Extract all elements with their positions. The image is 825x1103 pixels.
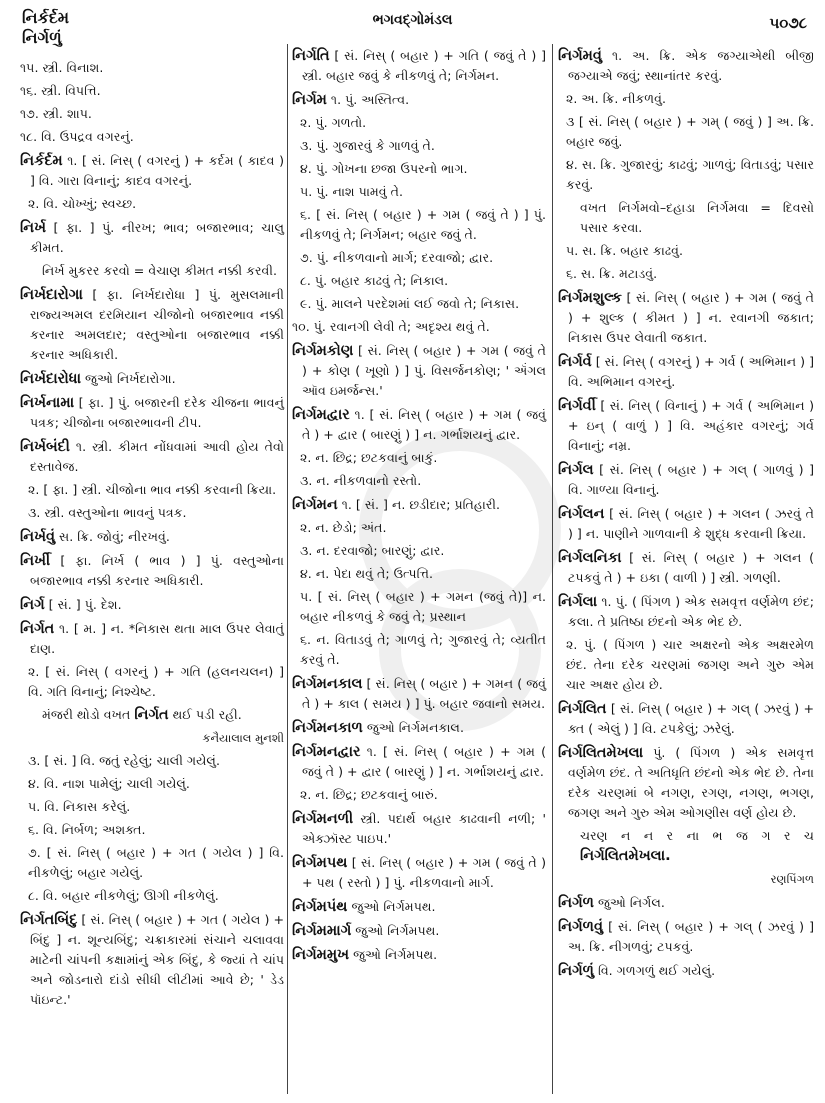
definition-text: ૧. પું. અસ્તિત્વ. (326, 92, 410, 107)
headword: નિર્ગમશુલ્ક (558, 290, 622, 306)
definition-text: જુઓ નિર્ગમપથ. (347, 899, 436, 914)
definition-text: [ સં. નિસ્ ( વિનાનું ) + ગર્વ ( અભિમાન ) + ઇન્ ( વાળું ) ] વિ. અહંકાર વગરનું; ગર્વ વિનાનું; નમ્ર. (568, 398, 814, 453)
highlighted-word: નિર્ગત (134, 707, 169, 723)
headword: નિર્ગમમુખ (292, 947, 350, 963)
sense (558, 155, 814, 195)
definition-text: [ ફા. નિર્ખદારોધા ] પું. મુસલમાની રાજ્યઅમલ દરમિયાન ચીજોનો બજારભાવ નક્કી કરનાર અમલદાર; વસ્તુઓના બજારભાવ નક્કી કરનાર અધિકારી. (30, 287, 284, 362)
headword: નિર્ગલ (558, 462, 594, 478)
definition-text: જુઓ નિર્ખદારોગા. (81, 371, 176, 386)
sense (20, 503, 284, 523)
usage-example (558, 826, 814, 866)
dictionary-entry (20, 527, 284, 547)
sense (292, 448, 546, 468)
definition-text: રણપિંગળ (770, 872, 814, 886)
dictionary-entry (558, 893, 814, 913)
definition-text: ૧. [ સં. નિસ્ ( બહાર ) + ગમ ( જવું તે ) + દ્વાર ( બારણું ) ] ન. ગર્ભાશયનું દ્વાર. (302, 407, 546, 442)
dictionary-entry (20, 393, 284, 433)
headword: નિર્ગમદ્વાર (292, 407, 350, 423)
usage-example (20, 261, 284, 281)
sense (20, 480, 284, 500)
sense (20, 58, 284, 78)
sense (292, 630, 546, 670)
dictionary-entry (558, 288, 814, 348)
definition-text: ૨. વિ. ચોખ્ખું; સ્વચ્છ. (28, 196, 137, 211)
definition-text: ૧. [ સં. નિસ્ ( વગરનું ) + કર્દમ ( કાદવ ) ] વિ. ગારા વિનાનું; કાદવ વગરનું. (30, 153, 284, 188)
definition-text: ૩ [ સં. નિસ્ ( બહાર ) + ગમ્ ( જવું ) ] અ. ક્રિ. બહાર જવું. (566, 114, 814, 149)
definition-text: ૩. ન. દરવાજો; બારણું; દ્વાર. (300, 543, 445, 558)
sense (20, 662, 284, 702)
definition-text: ૫. [ સં. નિસ્ ( બહાર ) + ગમન (જવું તે)] ન. બહાર નીકળવું કે જવું તે; પ્રસ્થાન (300, 589, 546, 624)
dictionary-entry (20, 285, 284, 365)
definition-text: [ સં. ] પું. દેશ. (44, 597, 122, 612)
sense (558, 89, 814, 109)
definition-text: પું. ( પિંગળ ) એક સમવૃત્ત વર્ણમેળ છંદ. તે અતિધૃતિ છંદનો એક ભેદ છે. તેના દરેક ચરણમાં બે નગણ, રગણ, નગણ, ભગણ, જગણ અને ગુરુ એમ ઓગણીસ વર્ણ હોય છે. (568, 745, 814, 820)
definition-text: ૧. [ મ. ] ન. *નિકાસ થતા માલ ઉપર લેવાતું દાણ. (30, 621, 284, 656)
headword: નિર્ગલા (558, 594, 598, 610)
definition-text: ૨. ન. છિદ્ર; છટકવાનું બાકું. (300, 450, 438, 465)
dictionary-entry (292, 945, 546, 965)
sense (558, 112, 814, 152)
sense (20, 194, 284, 214)
guide-word-last: નિર્ગળું (22, 28, 62, 47)
column-3 (558, 42, 814, 984)
definition-text: કનૈયાલાલ મુનશી (202, 731, 284, 745)
definition-text: મંજરી થોડો વખત (42, 707, 135, 722)
headword: નિર્ગમવું (558, 48, 602, 64)
headword: નિર્ગમનકાલ (292, 676, 363, 692)
sense (292, 159, 546, 179)
definition-text: સ. ક્રિ. જોવું; નીરખવું. (55, 529, 170, 544)
headword: નિર્ગ (20, 597, 45, 613)
citation (20, 728, 284, 748)
definition-text: વિ. ગળગળું થઈ ગયેલું. (593, 963, 716, 978)
definition-text: [ સં. નિસ્ ( બહાર ) + ગલન ( ઝરવું તે ) ] ન. પાણીને ગાળવાની કે શુદ્ધ કરવાની ક્રિયા. (568, 506, 814, 541)
dictionary-entry (558, 460, 814, 500)
definition-text: ૪. સ. ક્રિ. ગુજારવું; કાઢવું; ગાળવું; વિતાડવું; પસાર કરવું. (566, 157, 814, 192)
usage-example (558, 198, 814, 238)
definition-text: ૬. વિ. નિર્બળ; અશક્ત. (28, 822, 146, 837)
dictionary-entry (292, 341, 546, 401)
dictionary-entry (20, 369, 284, 389)
definition-text: ૧૦. પું. રવાનગી લેવી તે; અદૃશ્ય થવું તે. (292, 319, 490, 334)
headword: નિર્ગમનળી (292, 811, 354, 827)
definition-text: ૧૭. સ્ત્રી. શાપ. (20, 106, 92, 121)
definition-text: થઈ પડી રહી. (168, 707, 242, 722)
highlighted-word: નિર્ગલિતમેખલા. (580, 848, 671, 864)
sense (20, 751, 284, 771)
headword: નિર્ગમનકાળ (292, 720, 363, 736)
sense (292, 471, 546, 491)
dictionary-entry (20, 595, 284, 615)
dictionary-entry (558, 46, 814, 86)
headword: નિર્કર્દમ (20, 153, 63, 169)
definition-text: ૮. પું. બહાર કાઢવું તે; નિકાલ. (300, 273, 449, 288)
definition-text: વખત નિર્ગમવો–દહાડા નિર્ગમવા = દિવસો પસાર કરવા. (580, 200, 814, 235)
dictionary-entry (558, 592, 814, 632)
column-divider (287, 44, 288, 1094)
dictionary-entry (292, 742, 546, 782)
definition-text: સ્ત્રી. પદાર્થ બહાર કાઢવાની નળી; ' એક્ઝૉસ્ટ પાઇપ.' (302, 811, 546, 846)
definition-text: ૩. ન. નીકળવાનો રસ્તો. (300, 473, 422, 488)
sense (292, 317, 546, 337)
dictionary-entry (292, 495, 546, 515)
sense (20, 797, 284, 817)
definition-text: [ સં. નિસ્ ( બહાર ) + ગતિ ( જવું તે ) ] સ્ત્રી. બહાર જવું કે નીકળવું તે; નિર્ગમન. (302, 48, 546, 83)
dictionary-entry (558, 743, 814, 823)
dictionary-entry (558, 699, 814, 739)
definition-text: ૧. પું. ( પિંગળ ) એક સમવૃત્ત વર્ણમેળ છંદ; કલા. તે પ્રતિષ્ઠા છંદનો એક ભેદ છે. (568, 594, 814, 629)
usage-example (20, 705, 284, 725)
headword: નિર્ગમપંથ (292, 899, 348, 915)
definition-text: [ સં. નિસ્ ( બહાર ) + ગમ ( જવું તે ) + પથ ( રસ્તો ) ] પું. નીકળવાનો માર્ગ. (302, 855, 546, 890)
headword: નિર્ગર્વ (558, 354, 592, 370)
dictionary-entry (20, 437, 284, 477)
definition-text: ૧. [ સં. નિસ્ ( બહાર ) + ગમ ( જવું તે ) + દ્વાર ( બારણું ) ] ન. ગર્ભાશયનું દ્વાર. (302, 744, 546, 779)
headword: નિર્ગળું (558, 963, 594, 979)
dictionary-entry (292, 718, 546, 738)
sense (292, 271, 546, 291)
definition-text: ૨. [ ફા. ] સ્ત્રી. ચીજોના ભાવ નક્કી કરવાની ક્રિયા. (28, 482, 277, 497)
definition-text: ૧. સ્ત્રી. કીમત નોંધવામાં આવી હોય તેવો દસ્તાવેજ. (30, 439, 284, 474)
sense (558, 264, 814, 284)
dictionary-entry (20, 151, 284, 191)
definition-text: [ સં. નિસ્ ( બહાર ) + ગમ ( જવું તે ) + કોણ ( ખૂણો ) ] પું. વિસર્જનકોણ; ' ઍંગલ ઑવ ઇમર્જન્સ.' (302, 343, 546, 398)
headword: નિર્ગમનદ્વાર (292, 744, 361, 760)
definition-text: ૬. ન. વિતાડવું તે; ગાળવું તે; ગુજારવું તે; વ્યતીત કરવું તે. (300, 632, 546, 667)
headword: નિર્ખદારોગા (20, 287, 83, 303)
column-1 (20, 58, 284, 1013)
definition-text: ૪. ન. પેદા થવું તે; ઉત્પત્તિ. (300, 566, 434, 581)
sense (558, 635, 814, 695)
definition-text: ૬. [ સં. નિસ્ ( બહાર ) + ગમ ( જવું તે ) ] પું. નીકળવું તે; નિર્ગમન; બહાર જવું તે. (300, 207, 546, 242)
headword: નિર્ખવું (20, 529, 56, 545)
sense (292, 113, 546, 133)
dictionary-entry (20, 551, 284, 591)
headword: નિર્ગર્વી (558, 398, 596, 414)
definition-text: ૨. ન. છિદ્ર; છટકવાનું બારું. (300, 787, 438, 802)
definition-text: [ સં. નિસ્ ( બહાર ) + ગમ ( જવું તે ) + શુલ્ક ( કીમત ) ] ન. રવાનગી જકાત; નિકાસ ઉપર લેવાતી જકાત. (568, 290, 814, 345)
definition-text: [ સં. નિસ્ ( બહાર ) + ગલ્ ( ઝરવું ) + ક્ત ( એલું ) ] વિ. ટપકેલું; ઝરેલું. (568, 701, 814, 736)
definition-text: ૧૮. વિ. ઉપદ્રવ વગરનું. (20, 129, 134, 144)
dictionary-entry (292, 921, 546, 941)
headword: નિર્ખનામા (20, 395, 75, 411)
definition-text: ૩. પું. ગુજારવું કે ગાળવું તે. (300, 138, 435, 153)
dictionary-entry (558, 352, 814, 392)
definition-text: ૪. વિ. નાશ પામેલું; ચાલી ગયેલું. (28, 776, 190, 791)
definition-text: ૧. [ સં. ] ન. છડીદાર; પ્રતિહારી. (337, 497, 500, 512)
sense (292, 564, 546, 584)
dictionary-entry (558, 504, 814, 544)
headword: નિર્ખબંદી (20, 439, 70, 455)
definition-text: ૯. પું. માલને પરદેશમાં લઈ જવો તે; નિકાસ. (300, 296, 520, 311)
dictionary-entry (558, 396, 814, 456)
definition-text: [ સં. નિસ્ ( બહાર ) + ગલ્ ( ગાળવું ) ] વિ. ગાળ્યા વિનાનું. (568, 462, 814, 497)
definition-text: ૧૬. સ્ત્રી. વિપત્તિ. (20, 83, 101, 98)
dictionary-entry (558, 917, 814, 957)
dictionary-entry (558, 548, 814, 588)
definition-text: ૭. પું. નીકળવાનો માર્ગ; દરવાજો; દ્વાર. (300, 250, 494, 265)
dictionary-entry (292, 46, 546, 86)
headword: નિર્ગળવું (558, 919, 604, 935)
sense (292, 587, 546, 627)
definition-text: ૬. સ. ક્રિ. મટાડવું. (566, 266, 658, 281)
definition-text: ૨. પું. ( પિંગળ ) ચાર અક્ષરનો એક અક્ષરમેળ છંદ. તેના દરેક ચરણમાં જગણ અને ગુરુ એમ ચાર અક્ષર હોય છે. (566, 637, 814, 692)
definition-text: ૨. [ સં. નિસ્ ( વગરનું ) + ગતિ (હલનચલન) ] વિ. ગતિ વિનાનું; નિશ્ચેષ્ટ. (28, 664, 284, 699)
definition-text: [ ફા. ] પું. બજારની દરેક ચીજના ભાવનું પત્રક; ચીજોના બજારભાવની ટીપ. (30, 395, 284, 430)
sense (292, 785, 546, 805)
headword: નિર્ખી (20, 553, 51, 569)
definition-text: [ ફા. ] પું. નીરખ; ભાવ; બજારભાવ; ચાલુ કીમત. (30, 220, 284, 255)
sense (20, 104, 284, 124)
definition-text: જુઓ નિર્ગલ. (593, 895, 665, 910)
definition-text: ૨. અ. ક્રિ. નીકળવું. (566, 91, 666, 106)
column-2 (292, 42, 546, 968)
dictionary-entry (292, 897, 546, 917)
running-title: ભગવદ્ગોમંડલ (372, 12, 453, 28)
headword: નિર્ગમ (292, 92, 327, 108)
dictionary-entry (20, 619, 284, 659)
definition-text: ૫. સ. ક્રિ. બહાર કાઢવું. (566, 243, 683, 258)
dictionary-entry (292, 853, 546, 893)
headword: નિર્ખ (20, 220, 46, 236)
definition-text: [ સં. નિસ્ ( વગરનું ) + ગર્વ ( અભિમાન ) ] વિ. અભિમાન વગરનું. (568, 354, 814, 389)
headword: નિર્ગમપથ (292, 855, 348, 871)
headword: નિર્ગતિ (292, 48, 330, 64)
definition-text: [ સં. નિસ્ ( બહાર ) + ગત ( ગયેલ ) + બિંદુ ] ન. શૂન્યબિંદુ; ચક્રાકારમાં સંચાને ચલાવવા માટેની ચાંપની કક્ષામાંનું એક બિંદુ, કે જ્યાં તે ચાંપ અને જોડનારો દાંડો સીધી લીટીમાં આવે છે; ' ડેડ પૉઇન્ટ.' (30, 912, 284, 1007)
dictionary-entry (292, 90, 546, 110)
definition-text: જુઓ નિર્ગમનકાલ. (362, 720, 464, 735)
definition-text: ૪. પું. ગોખના છજા ઉપરનો ભાગ. (300, 161, 468, 176)
headword: નિર્ગમમાર્ગ (292, 923, 352, 939)
definition-text: ૫. વિ. નિકાસ કરેલું. (28, 799, 131, 814)
sense (292, 518, 546, 538)
definition-text: ૧૫. સ્ત્રી. વિનાશ. (20, 60, 104, 75)
page-number: ૫૦૭૮ (769, 14, 807, 32)
dictionary-entry (292, 809, 546, 849)
definition-text: નિર્ખ મુકરર કરવો = વેચાણ કીમત નક્કી કરવી. (42, 263, 278, 278)
sense (292, 205, 546, 245)
sense (20, 886, 284, 906)
sense (292, 136, 546, 156)
sense (292, 182, 546, 202)
definition-text: જુઓ નિર્ગમપથ. (351, 923, 440, 938)
definition-text: ૭. [ સં. નિસ્ ( બહાર ) + ગત ( ગયેલ ) ] વિ. નીકળેલું; બહાર ગયેલું. (28, 845, 284, 880)
citation (558, 869, 814, 889)
headword: નિર્ગમન (292, 497, 338, 513)
sense (292, 541, 546, 561)
dictionary-entry (292, 674, 546, 714)
sense (20, 81, 284, 101)
column-divider (552, 44, 553, 1094)
definition-text: ૩. [ સં. ] વિ. જતું રહેલું; ચાલી ગયેલું. (28, 753, 220, 768)
headword: નિર્ગલન (558, 506, 605, 522)
definition-text: ૫. પું. નાશ પામવું તે. (300, 184, 403, 199)
definition-text: જુઓ નિર્ગમપથ. (349, 947, 438, 962)
sense (20, 774, 284, 794)
sense (292, 248, 546, 268)
guide-word-first: નિર્કર્દમ (22, 8, 70, 27)
headword: નિર્ખદારોધા (20, 371, 82, 387)
dictionary-entry (20, 218, 284, 258)
headword: નિર્ગળ (558, 895, 594, 911)
sense (558, 241, 814, 261)
dictionary-entry (292, 405, 546, 445)
headword: નિર્ગતબિંદુ (20, 912, 78, 928)
definition-text: [ સં. નિસ્ ( બહાર ) + ગલ્ ( ઝરવું ) ] અ. ક્રિ. નીગળવું; ટપકવું. (568, 919, 814, 954)
definition-text: [ સં. નિસ્ ( બહાર ) + ગલન ( ટપકવું તે ) + ઇકા ( વાળી ) ] સ્ત્રી. ગળણી. (568, 550, 814, 585)
definition-text: ૨. ન. છેડો; અંત. (300, 520, 387, 535)
headword: નિર્ગલિત (558, 701, 607, 717)
definition-text: ૩. સ્ત્રી. વસ્તુઓના ભાવનું પત્રક. (28, 505, 187, 520)
sense (20, 843, 284, 883)
definition-text: ૨. પું. ગળતો. (300, 115, 367, 130)
definition-text: ૧. અ. ક્રિ. એક જગ્યાએથી બીજી જગ્યાએ જવું; સ્થાનાંતર કરવું. (568, 48, 814, 83)
definition-text: [ ફા. નિર્ખ ( ભાવ ) ] પું. વસ્તુઓના બજારભાવ નક્કી કરનાર અધિકારી. (30, 553, 284, 588)
headword: નિર્ગત (20, 621, 55, 637)
sense (20, 127, 284, 147)
headword: નિર્ગમકોણ (292, 343, 354, 359)
sense (292, 294, 546, 314)
dictionary-entry (558, 961, 814, 981)
headword: નિર્ગલિતમેખલા (558, 745, 644, 761)
definition-text: ૮. વિ. બહાર નીકળેલું; ઊગી નીકળેલું. (28, 888, 219, 903)
headword: નિર્ગલનિકા (558, 550, 622, 566)
dictionary-entry (20, 910, 284, 1010)
definition-text: ચરણ ન ન ર ના ભ જ ગ ર ચ (580, 828, 814, 843)
sense (20, 820, 284, 840)
definition-text: [ સં. નિસ્ ( બહાર ) + ગમન ( જવું તે ) + કાલ ( સમય ) ] પું. બહાર જવાનો સમય. (302, 676, 546, 711)
